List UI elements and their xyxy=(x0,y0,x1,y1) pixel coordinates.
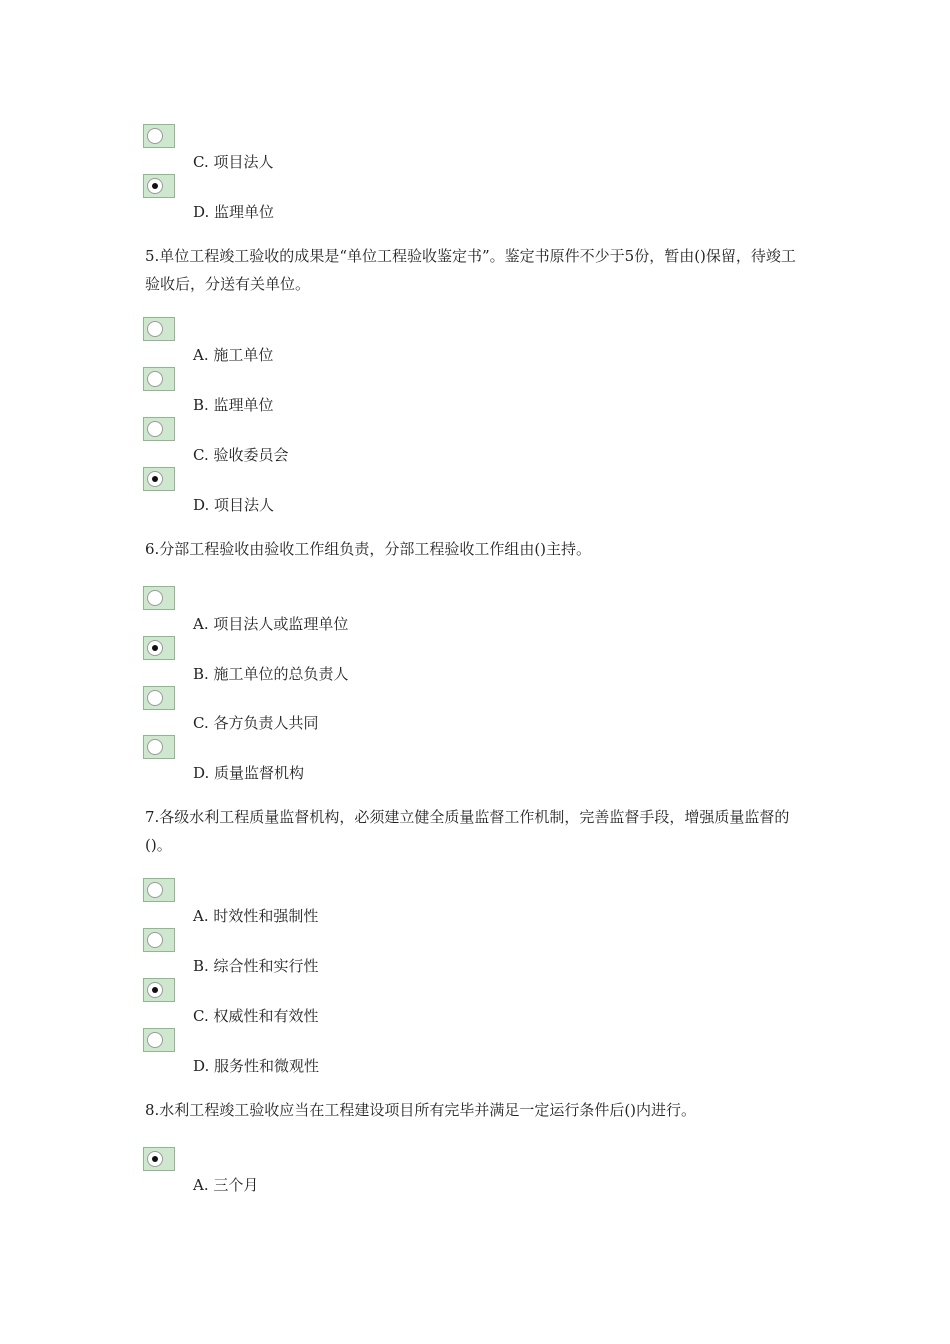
radio-circle-icon xyxy=(147,739,163,755)
radio-q7-b[interactable] xyxy=(143,928,175,952)
radio-q5-d[interactable] xyxy=(143,467,175,491)
radio-circle-icon xyxy=(147,590,163,606)
option-q7-a: A. 时效性和强制性 xyxy=(193,907,319,925)
radio-circle-icon xyxy=(147,321,163,337)
radio-q5-b[interactable] xyxy=(143,367,175,391)
radio-circle-icon xyxy=(147,690,163,706)
option-q5-b: B. 监理单位 xyxy=(193,396,274,414)
radio-q5-c[interactable] xyxy=(143,417,175,441)
question-5-text: 5.单位工程竣工验收的成果是“单位工程验收鉴定书”。鉴定书原件不少于5份，暂由()保留，待竣工验收后，分送有关单位。 xyxy=(145,247,796,293)
radio-circle-icon xyxy=(147,371,163,387)
option-q7-c: C. 权威性和有效性 xyxy=(193,1007,319,1025)
option-q5-a: A. 施工单位 xyxy=(193,346,274,364)
radio-circle-icon xyxy=(147,882,163,898)
radio-circle-icon xyxy=(147,982,163,998)
radio-prev-d[interactable] xyxy=(143,174,175,198)
option-q8-a: A. 三个月 xyxy=(193,1176,259,1194)
question-7-text: 7.各级水利工程质量监督机构，必须建立健全质量监督工作机制，完善监督手段，增强质量监督的()。 xyxy=(145,808,790,854)
radio-circle-icon xyxy=(147,128,163,144)
option-q5-c: C. 验收委员会 xyxy=(193,446,289,464)
radio-q6-c[interactable] xyxy=(143,686,175,710)
radio-q8-a[interactable] xyxy=(143,1147,175,1171)
option-q6-b: B. 施工单位的总负责人 xyxy=(193,665,349,683)
radio-circle-icon xyxy=(147,932,163,948)
option-prev-c: C. 项目法人 xyxy=(193,153,274,171)
radio-q7-a[interactable] xyxy=(143,878,175,902)
radio-circle-icon xyxy=(147,421,163,437)
radio-circle-icon xyxy=(147,640,163,656)
question-8-text: 8.水利工程竣工验收应当在工程建设项目所有完毕并满足一定运行条件后()内进行。 xyxy=(145,1101,697,1119)
radio-q6-a[interactable] xyxy=(143,586,175,610)
option-prev-d: D. 监理单位 xyxy=(193,203,275,221)
option-q6-c: C. 各方负责人共同 xyxy=(193,714,319,732)
radio-q6-b[interactable] xyxy=(143,636,175,660)
radio-q6-d[interactable] xyxy=(143,735,175,759)
radio-q5-a[interactable] xyxy=(143,317,175,341)
radio-circle-icon xyxy=(147,1032,163,1048)
radio-q7-c[interactable] xyxy=(143,978,175,1002)
option-q5-d: D. 项目法人 xyxy=(193,496,275,514)
option-q7-b: B. 综合性和实行性 xyxy=(193,957,319,975)
question-6-text: 6.分部工程验收由验收工作组负责，分部工程验收工作组由()主持。 xyxy=(145,540,592,558)
radio-q7-d[interactable] xyxy=(143,1028,175,1052)
option-q7-d: D. 服务性和微观性 xyxy=(193,1057,320,1075)
option-q6-d: D. 质量监督机构 xyxy=(193,764,305,782)
option-q6-a: A. 项目法人或监理单位 xyxy=(193,615,349,633)
radio-circle-icon xyxy=(147,178,163,194)
radio-circle-icon xyxy=(147,1151,163,1167)
radio-circle-icon xyxy=(147,471,163,487)
radio-prev-c[interactable] xyxy=(143,124,175,148)
